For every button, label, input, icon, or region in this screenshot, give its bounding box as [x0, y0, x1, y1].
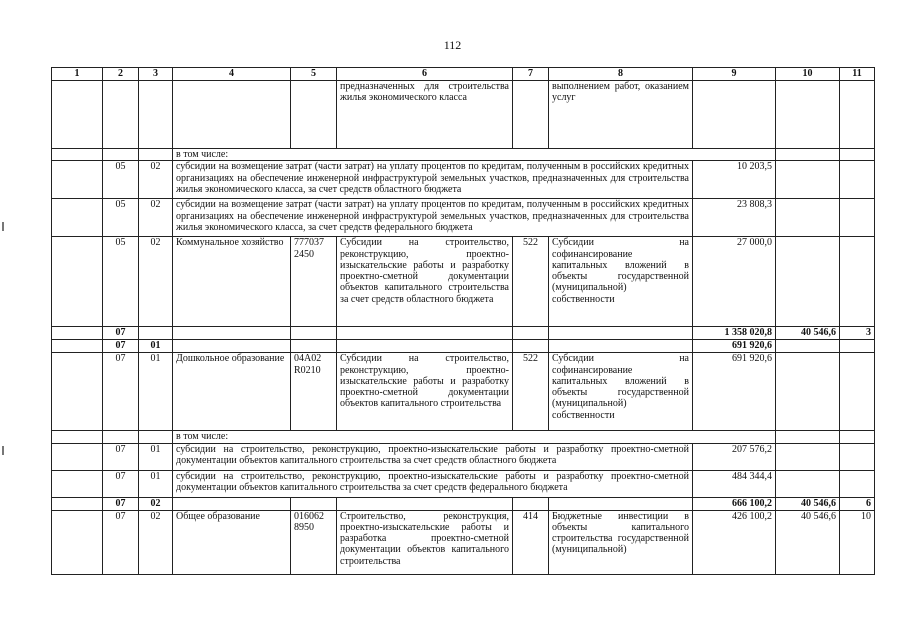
subsection-cell: 02	[139, 161, 173, 199]
amount-cell: 10 203,5	[693, 161, 776, 199]
subsection-cell: 02	[139, 237, 173, 327]
column-header: 1	[52, 68, 103, 81]
subsection-cell: 02	[139, 497, 173, 510]
expense-type-cell: Бюджетные инвестиции в объекты капитального строительства государственной (муниципальной)	[549, 510, 693, 574]
amount-cell: 207 576,2	[693, 443, 776, 470]
amount-cell: 691 920,6	[693, 353, 776, 431]
column-header: 5	[291, 68, 337, 81]
subsidy-description: субсидии на возмещение затрат (части затрат) на уплату процентов по кредитам, полученным в российских кредитных организациях на обеспечение инженерной инфраструктурой земельных участков, предназначенных для строительства жилья экономического класса, за счет средств федерального бюджета	[173, 199, 693, 237]
expense-code-cell: 414	[513, 510, 549, 574]
table-row	[52, 237, 875, 327]
count-cell: 10	[840, 510, 875, 574]
table-row	[52, 353, 875, 431]
column-header: 7	[513, 68, 549, 81]
expense-code-cell: 522	[513, 237, 549, 327]
count-cell: 6	[840, 497, 875, 510]
column-header: 4	[173, 68, 291, 81]
section-cell: 05	[103, 237, 139, 327]
subsidy-description: субсидии на строительство, реконструкцию, проектно-изыскательские работы и разработку проектно-сметной документации объектов капитального строительства за счет средств федерального бюджета	[173, 470, 693, 497]
section-cell: 07	[103, 340, 139, 353]
section-cell: 07	[103, 470, 139, 497]
table-row	[52, 497, 875, 510]
table-row	[52, 81, 875, 149]
table-row	[52, 510, 875, 574]
program-name-cell: Коммунальное хозяйство	[173, 237, 291, 327]
program-name-cell: Дошкольное образование	[173, 353, 291, 431]
subsection-cell: 01	[139, 443, 173, 470]
amount-cell: 484 344,4	[693, 470, 776, 497]
column-header: 8	[549, 68, 693, 81]
amount-cell: 23 808,3	[693, 199, 776, 237]
subsection-cell: 01	[139, 353, 173, 431]
expense-code-cell: 522	[513, 353, 549, 431]
expense-type-cell: Субсидии на софинансирование капитальных вложений в объекты государственной (муниципальной) собственности	[549, 353, 693, 431]
description-cell: Субсидии на строительство, реконструкцию, проектно-изыскательские работы и разработку проектно-сметной документации объектов капитального строительства за счет средств областного бюджета	[337, 237, 513, 327]
column-header: 3	[139, 68, 173, 81]
subsection-cell: 01	[139, 470, 173, 497]
section-cell: 07	[103, 510, 139, 574]
target-article-cell: 04A02 R0210	[291, 353, 337, 431]
table-row	[52, 340, 875, 353]
amount-cell: 40 546,6	[776, 510, 840, 574]
target-article-cell: 016062 8950	[291, 510, 337, 574]
expense-type-cell: выполнением работ, оказанием услуг	[549, 81, 693, 149]
section-cell: 05	[103, 199, 139, 237]
table-row	[52, 443, 875, 470]
section-cell: 07	[103, 327, 139, 340]
scan-edge-mark	[2, 222, 4, 231]
table-row	[52, 431, 875, 443]
amount-cell: 691 920,6	[693, 340, 776, 353]
amount-cell: 40 546,6	[776, 327, 840, 340]
column-header-row	[52, 68, 875, 81]
description-cell: Строительство, реконструкция, проектно-изыскательские работы и разработка проектно-сметной документации объектов капитального строительства	[337, 510, 513, 574]
table-row	[52, 199, 875, 237]
page-number: 112	[443, 38, 462, 52]
column-header: 10	[776, 68, 840, 81]
description-cell: предназначенных для строительства жилья экономического класса	[337, 81, 513, 149]
amount-cell: 27 000,0	[693, 237, 776, 327]
section-cell: 07	[103, 497, 139, 510]
subtotal-caption: в том числе:	[173, 431, 776, 443]
column-header: 6	[337, 68, 513, 81]
column-header: 11	[840, 68, 875, 81]
budget-table	[51, 67, 875, 575]
expense-type-cell: Субсидии на софинансирование капитальных вложений в объекты государственной (муниципальной) собственности	[549, 237, 693, 327]
subsection-cell: 01	[139, 340, 173, 353]
count-cell: 3	[840, 327, 875, 340]
table-row	[52, 327, 875, 340]
table-row	[52, 161, 875, 199]
scan-edge-mark	[2, 446, 4, 455]
section-cell: 07	[103, 353, 139, 431]
subsidy-description: субсидии на возмещение затрат (части затрат) на уплату процентов по кредитам, полученным в российских кредитных организациях на обеспечение инженерной инфраструктурой земельных участков, предназначенных для строительства жилья экономического класса, за счет средств областного бюджета	[173, 161, 693, 199]
column-header: 9	[693, 68, 776, 81]
subsection-cell: 02	[139, 510, 173, 574]
amount-cell: 666 100,2	[693, 497, 776, 510]
column-header: 2	[103, 68, 139, 81]
subsection-cell: 02	[139, 199, 173, 237]
program-name-cell: Общее образование	[173, 510, 291, 574]
amount-cell: 426 100,2	[693, 510, 776, 574]
amount-cell: 1 358 020,8	[693, 327, 776, 340]
table-row	[52, 149, 875, 161]
target-article-cell: 777037 2450	[291, 237, 337, 327]
subtotal-caption: в том числе:	[173, 149, 776, 161]
subsidy-description: субсидии на строительство, реконструкцию, проектно-изыскательские работы и разработку проектно-сметной документации объектов капитального строительства за счет средств областного бюджета	[173, 443, 693, 470]
table-row	[52, 470, 875, 497]
section-cell: 07	[103, 443, 139, 470]
amount-cell: 40 546,6	[776, 497, 840, 510]
description-cell: Субсидии на строительство, реконструкцию, проектно-изыскательские работы и разработку проектно-сметной документации объектов капитального строительства	[337, 353, 513, 431]
section-cell: 05	[103, 161, 139, 199]
